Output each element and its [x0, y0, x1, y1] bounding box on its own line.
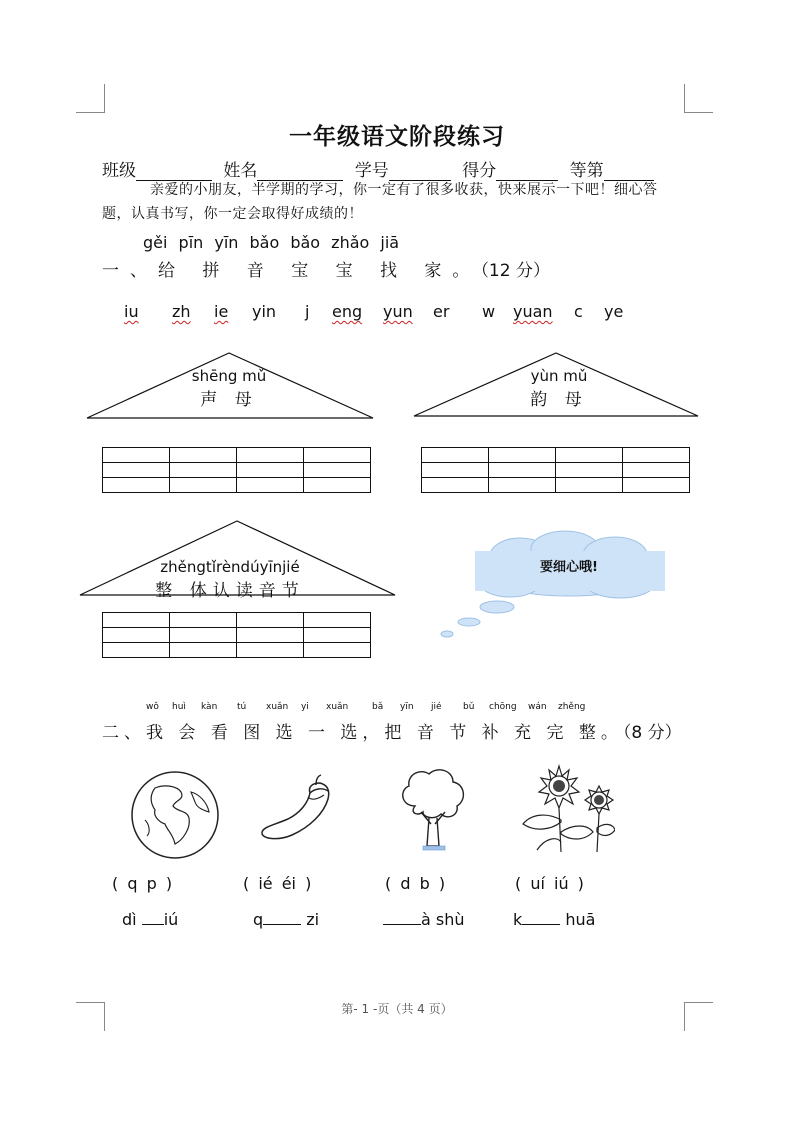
tree-icon — [395, 766, 470, 858]
letter-yun: yun — [383, 302, 413, 321]
house2-pinyin: yùn mǔ — [530, 367, 588, 385]
grid-cell[interactable] — [103, 628, 170, 643]
house2-grid — [421, 447, 690, 493]
house1-grid — [102, 447, 371, 493]
fill-2-pre: q — [253, 910, 264, 929]
letter-ye: ye — [604, 302, 624, 321]
score-label: 得分 — [462, 161, 497, 181]
fill-3-blank[interactable] — [383, 910, 421, 925]
intro-text: 亲爱的小朋友，半学期的学习，你一定有了很多收获，快来展示一下吧！细心答题，认真书写，你一定会取得好成绩的！ — [102, 182, 658, 222]
section1-heading-text: 一、给 拼 音 宝 宝 找 家。 — [102, 261, 481, 281]
grid-cell[interactable] — [170, 448, 237, 463]
section2-pinyin-yi: yi — [301, 702, 309, 712]
grid-cell[interactable] — [103, 463, 170, 478]
section2-pinyin-xuan1: xuǎn — [266, 702, 289, 712]
grid-cell[interactable] — [556, 448, 623, 463]
choice-3: ( d b ) — [385, 874, 446, 893]
earth-globe-icon — [125, 770, 225, 860]
letter-eng: eng — [332, 302, 363, 321]
section2-pinyin-wo: wǒ — [146, 702, 159, 712]
grid-cell[interactable] — [623, 478, 690, 493]
section1-points: （12 分） — [480, 261, 550, 281]
grid-cell[interactable] — [237, 463, 304, 478]
grid-cell[interactable] — [237, 628, 304, 643]
grid-cell[interactable] — [623, 463, 690, 478]
grid-cell[interactable] — [304, 628, 371, 643]
grid-cell[interactable] — [556, 478, 623, 493]
fill-item-2 — [253, 910, 319, 929]
fill-1-pre: dì — [122, 910, 142, 929]
letter-j: j — [305, 302, 310, 321]
section2-pinyin-zheng: zhěng — [558, 702, 586, 712]
section1-pinyin: gěi pīn yīn bǎo bǎo zhǎo jiā — [143, 233, 400, 252]
section2-pinyin-wan: wán — [528, 702, 547, 712]
house2-label: 韵 母 — [530, 390, 588, 410]
grid-cell[interactable] — [103, 448, 170, 463]
fill-3-post: à shù — [421, 910, 465, 929]
grid-cell[interactable] — [489, 463, 556, 478]
section2-pinyin-tu: tú — [237, 702, 247, 712]
grade-label: 等第 — [569, 161, 604, 181]
id-label: 学号 — [354, 161, 389, 181]
cloud-text: 要细心哦! — [540, 560, 598, 575]
letter-c: c — [574, 302, 583, 321]
fill-item-4 — [513, 910, 595, 929]
fill-item-3 — [383, 910, 465, 929]
grid-cell[interactable] — [237, 478, 304, 493]
fill-2-blank[interactable] — [263, 910, 301, 925]
grid-cell[interactable] — [103, 643, 170, 658]
choice-4: ( uí iú ) — [515, 874, 584, 893]
grid-cell[interactable] — [304, 613, 371, 628]
letter-w: w — [482, 302, 496, 321]
grid-cell[interactable] — [170, 628, 237, 643]
class-label: 班级 — [102, 161, 136, 181]
grid-cell[interactable] — [170, 463, 237, 478]
grid-cell[interactable] — [489, 448, 556, 463]
grid-cell[interactable] — [623, 448, 690, 463]
page-title: 一年级语文阶段练习 — [289, 124, 505, 150]
grid-cell[interactable] — [489, 478, 556, 493]
house1-label: 声 母 — [200, 390, 258, 410]
choice-1: ( q p ) — [112, 874, 173, 893]
fill-1-post: iú — [163, 910, 179, 929]
fill-4-blank[interactable] — [522, 910, 560, 925]
fill-item-1 — [122, 910, 178, 929]
grid-cell[interactable] — [556, 463, 623, 478]
page-footer: 第- 1 -页（共 4 页） — [341, 1002, 453, 1016]
letter-er: er — [433, 302, 450, 321]
grid-cell[interactable] — [304, 643, 371, 658]
section2-heading-text: 二、我 会 看 图 选 一 选，把 音 节 补 充 完 整。 — [102, 723, 623, 743]
sunflower-icon — [517, 762, 615, 854]
section2-pinyin-kan: kàn — [201, 702, 218, 712]
section2-pinyin-chong: chōng — [489, 702, 517, 712]
fill-4-pre: k — [513, 910, 523, 929]
section2-pinyin-bu: bǔ — [463, 702, 475, 712]
letter-yuan: yuan — [513, 302, 553, 321]
letter-ie: ie — [214, 302, 229, 321]
choice-2: ( ié éi ) — [243, 874, 312, 893]
section2-pinyin-xuan2: xuǎn — [326, 702, 349, 712]
fill-4-post: huā — [560, 910, 596, 929]
fill-2-post: zi — [301, 910, 320, 929]
eggplant-icon — [258, 773, 338, 843]
letter-iu: iu — [124, 302, 139, 321]
section2-pinyin-ba: bǎ — [372, 702, 384, 712]
section2-pinyin-yin: yīn — [400, 702, 414, 712]
house3-pinyin: zhěngtǐrèndúyīnjié — [160, 558, 300, 576]
grid-cell[interactable] — [103, 478, 170, 493]
grid-cell[interactable] — [304, 478, 371, 493]
grid-cell[interactable] — [237, 613, 304, 628]
name-label: 姓名 — [223, 161, 258, 181]
grid-cell[interactable] — [237, 643, 304, 658]
grid-cell[interactable] — [170, 613, 237, 628]
grid-cell[interactable] — [237, 448, 304, 463]
section2-heading — [102, 718, 682, 743]
grid-cell[interactable] — [422, 448, 489, 463]
grid-cell[interactable] — [304, 463, 371, 478]
letter-yin: yin — [252, 302, 277, 321]
grid-cell[interactable] — [422, 478, 489, 493]
section2-pinyin-jie: jié — [431, 702, 442, 712]
house3-grid — [102, 612, 371, 658]
grid-cell[interactable] — [422, 463, 489, 478]
grid-cell[interactable] — [304, 448, 371, 463]
grid-cell[interactable] — [170, 478, 237, 493]
section2-points: （8 分） — [622, 723, 682, 743]
grid-cell[interactable] — [170, 643, 237, 658]
house1-pinyin: shēng mǔ — [191, 367, 267, 385]
letter-zh: zh — [172, 302, 191, 321]
grid-cell[interactable] — [103, 613, 170, 628]
fill-1-blank[interactable] — [142, 910, 164, 925]
house3-label: 整 体认读音节 — [155, 581, 305, 601]
section2-pinyin-hui: huì — [172, 702, 186, 712]
